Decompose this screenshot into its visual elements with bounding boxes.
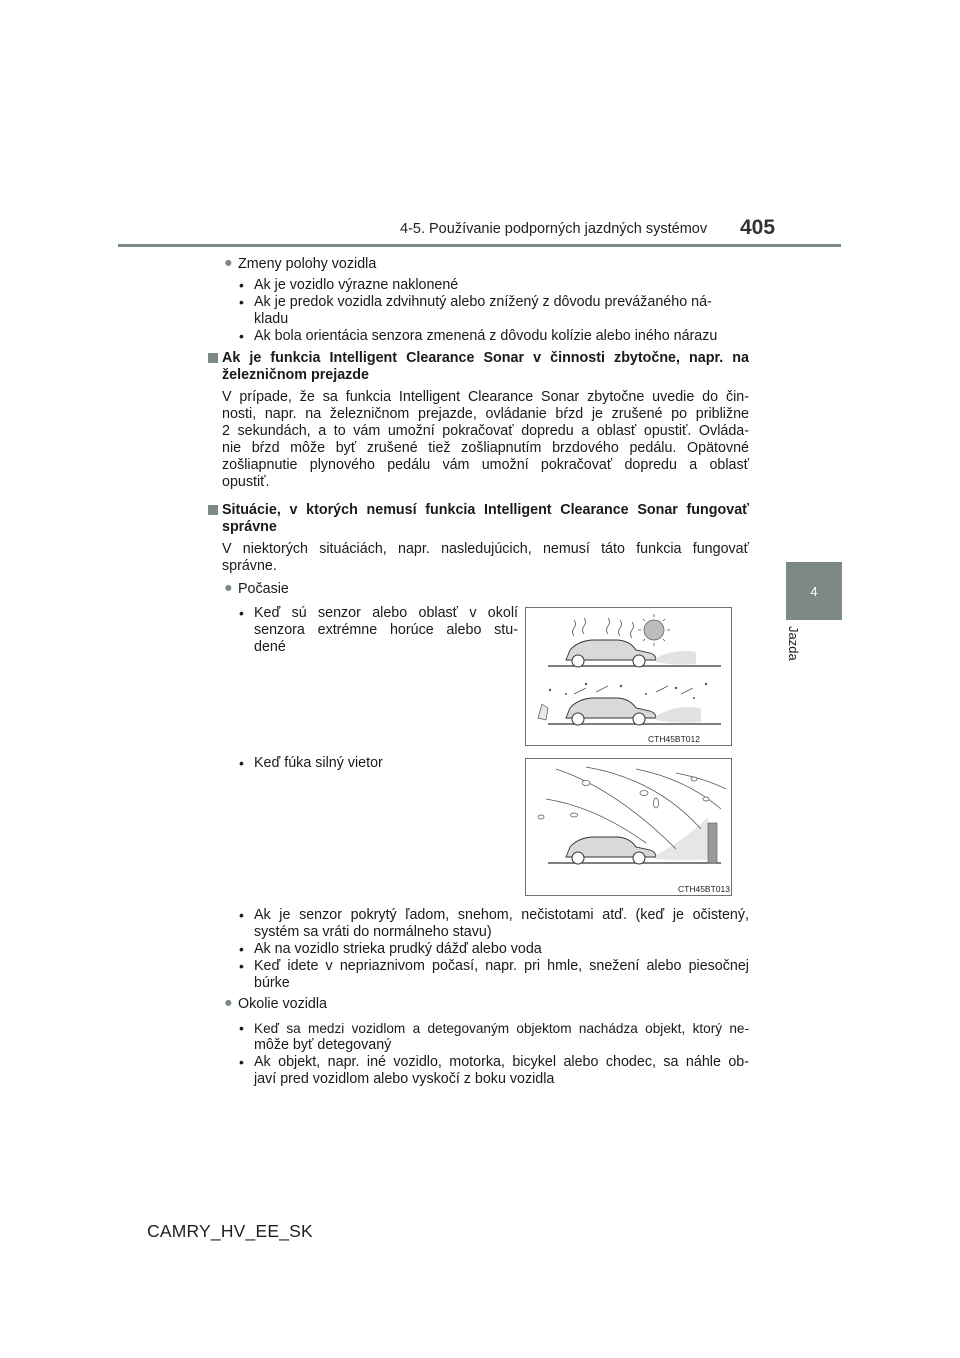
chapter-tab-number: 4 bbox=[810, 584, 818, 599]
list-dot-icon: • bbox=[239, 1054, 244, 1070]
circle-bullet-icon: ● bbox=[224, 995, 233, 1011]
figure-code: CTH45BT013 bbox=[678, 884, 730, 894]
circle-bullet-icon: ● bbox=[224, 580, 233, 596]
list-item-continuation: systém sa vráti do normálneho stavu) bbox=[254, 924, 492, 940]
paragraph-line: V niektorých situáciách, napr. nasledujúcich, nemusí táto funkcia fungovať bbox=[222, 541, 749, 557]
list-dot-icon: • bbox=[239, 941, 244, 957]
list-dot-icon: • bbox=[239, 1020, 244, 1036]
section-heading-line2: železničnom prejazde bbox=[222, 367, 369, 383]
list-dot-icon: • bbox=[239, 294, 244, 310]
chapter-tab-label bbox=[786, 620, 849, 690]
square-bullet-icon bbox=[208, 353, 218, 363]
paragraph-line: 2 sekundách, a to vám umožní pokračovať dopredu a oblasť opustiť. Ovláda- bbox=[222, 423, 749, 439]
list-item-continuation: kladu bbox=[254, 311, 289, 327]
list-item-continuation: môže byť detegovaný bbox=[254, 1037, 392, 1053]
list-dot-icon: • bbox=[239, 907, 244, 923]
bullet-heading-weather: Počasie bbox=[238, 581, 289, 597]
section-header: 4-5. Používanie podporných jazdných systémov bbox=[400, 221, 708, 237]
list-item: Ak objekt, napr. iné vozidlo, motorka, bicykel alebo chodec, sa náhle ob- bbox=[254, 1054, 749, 1070]
paragraph-line: správne. bbox=[222, 558, 277, 574]
list-item: Ak je predok vozidla zdvihnutý alebo znížený z dôvodu prevážaného ná- bbox=[254, 294, 712, 310]
page-number: 405 bbox=[740, 216, 776, 239]
list-item: Keď sú senzor alebo oblasť v okolí bbox=[254, 605, 518, 621]
bullet-heading-position: Zmeny polohy vozidla bbox=[238, 256, 377, 272]
illustration-wind bbox=[525, 758, 732, 896]
list-item: Ak je senzor pokrytý ľadom, snehom, nečistotami atď. (keď je očistený, bbox=[254, 907, 749, 923]
list-item: Ak bola orientácia senzora zmenená z dôvodu kolízie alebo iného nárazu bbox=[254, 328, 718, 344]
section-heading: Ak je funkcia Intelligent Clearance Sonar v činnosti zbytočne, napr. na bbox=[222, 350, 749, 366]
paragraph-line: V prípade, že sa funkcia Intelligent Clearance Sonar zbytočne uvedie do čin- bbox=[222, 389, 749, 405]
section-heading: Situácie, v ktorých nemusí funkcia Intelligent Clearance Sonar fungovať bbox=[222, 502, 749, 518]
list-dot-icon: • bbox=[239, 958, 244, 974]
chapter-label-text: Jazda bbox=[786, 626, 801, 661]
paragraph-line: nosti, napr. na železničnom prejazde, ovládanie bŕzd je zrušené po približne bbox=[222, 406, 749, 422]
list-item-continuation: búrke bbox=[254, 975, 290, 991]
list-item-continuation: dené bbox=[254, 639, 286, 655]
list-item: Keď sa medzi vozidlom a detegovaným objektom nachádza objekt, ktorý ne- bbox=[254, 1021, 749, 1036]
square-bullet-icon bbox=[208, 505, 218, 515]
list-item: Ak na vozidlo strieka prudký dážď alebo voda bbox=[254, 941, 542, 957]
list-dot-icon: • bbox=[239, 605, 244, 621]
circle-bullet-icon: ● bbox=[224, 255, 233, 271]
figure-code: CTH45BT012 bbox=[648, 734, 700, 744]
list-item: Keď idete v nepriaznivom počasí, napr. pri hmle, snežení alebo piesočnej bbox=[254, 958, 749, 974]
paragraph-line: opustiť. bbox=[222, 474, 270, 490]
bullet-heading-surroundings: Okolie vozidla bbox=[238, 996, 327, 1012]
list-dot-icon: • bbox=[239, 277, 244, 293]
header-rule bbox=[118, 244, 841, 247]
list-dot-icon: • bbox=[239, 755, 244, 771]
list-item: Keď fúka silný vietor bbox=[254, 755, 383, 771]
list-item: Ak je vozidlo výrazne naklonené bbox=[254, 277, 459, 293]
footer-model-code: CAMRY_HV_EE_SK bbox=[147, 1221, 313, 1241]
paragraph-line: zošliapnutie plynového pedálu vám umožní pokračovať dopredu a oblasť bbox=[222, 457, 749, 473]
list-item-continuation: javí pred vozidlom alebo vyskočí z boku vozidla bbox=[254, 1071, 555, 1087]
paragraph-line: nie bŕzd môže byť zrušené tiež zošliapnutím brzdového pedálu. Opätovné bbox=[222, 440, 749, 456]
section-heading-line2: správne bbox=[222, 519, 277, 535]
illustration-temperature bbox=[525, 607, 732, 746]
list-dot-icon: • bbox=[239, 328, 244, 344]
list-item-continuation: senzora extrémne horúce alebo stu- bbox=[254, 622, 518, 638]
chapter-tab[interactable] bbox=[786, 562, 842, 620]
